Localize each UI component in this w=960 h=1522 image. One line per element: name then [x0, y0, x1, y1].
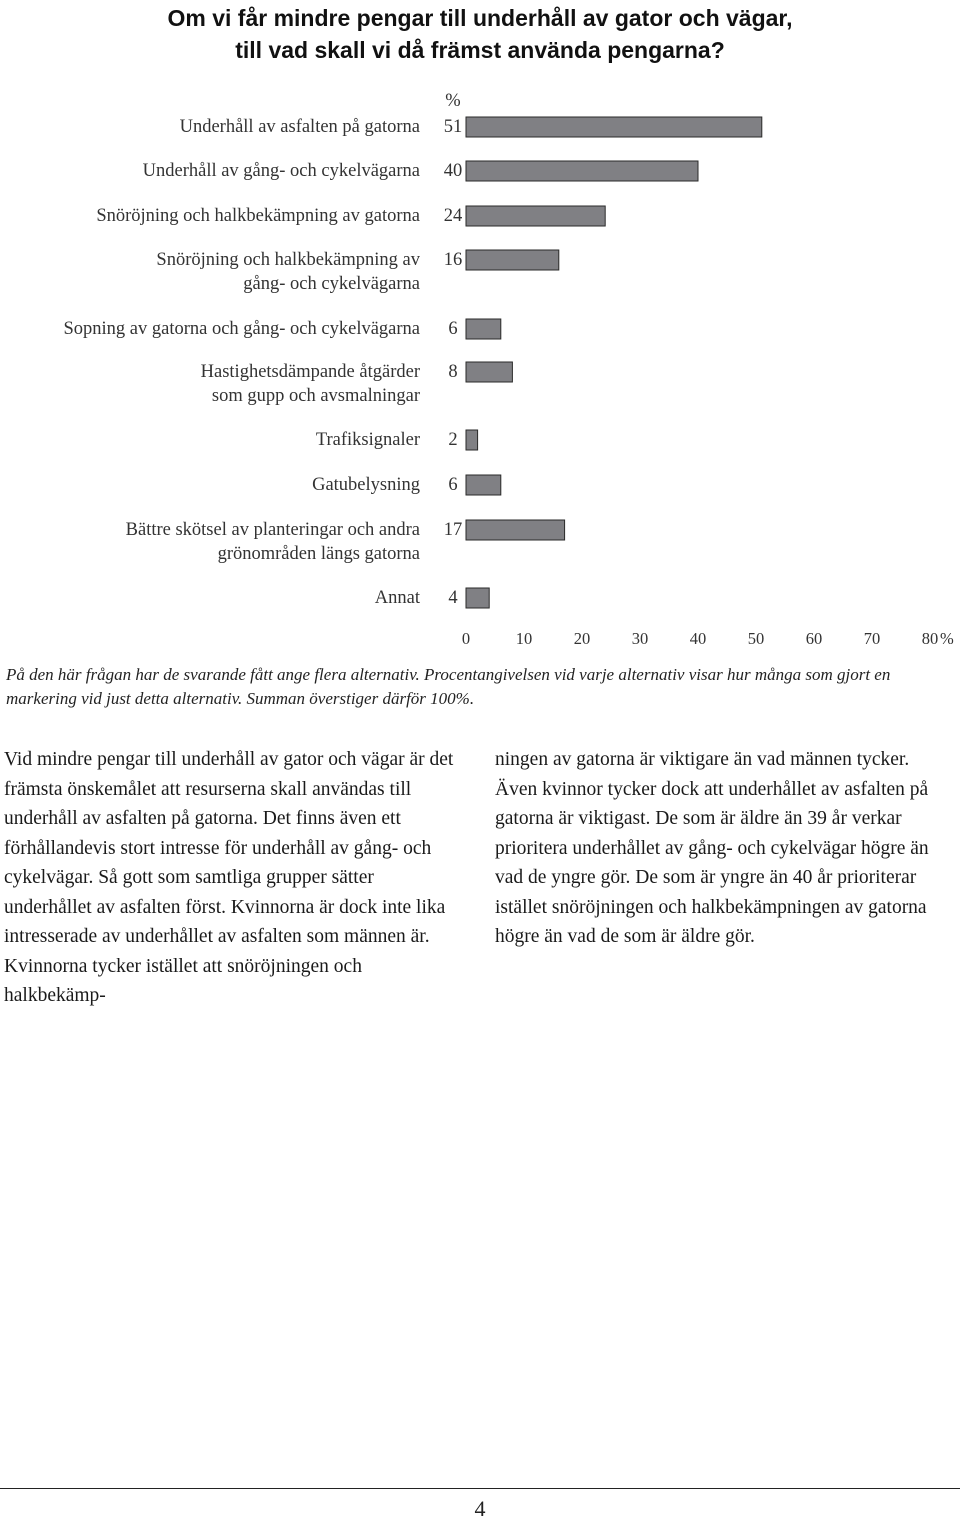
category-label: Underhåll av asfalten på gatorna	[179, 117, 420, 137]
bar	[466, 206, 605, 226]
bar	[466, 362, 512, 382]
x-tick-label: 0	[461, 629, 471, 648]
category-label: som gupp och avsmalningar	[211, 386, 420, 406]
category-label: Annat	[374, 588, 420, 608]
x-unit-label: %	[940, 629, 954, 648]
bar	[466, 475, 501, 495]
value-label: 24	[443, 206, 463, 226]
value-header: %	[445, 91, 461, 111]
value-label: 51	[443, 117, 463, 137]
category-label: Snöröjning och halkbekämpning av gatorna	[96, 206, 420, 226]
value-labels	[444, 91, 463, 608]
value-label: 8	[448, 362, 458, 382]
value-label: 17	[443, 520, 463, 540]
page-number: 4	[474, 1496, 486, 1521]
value-label: 40	[443, 161, 463, 181]
value-label: 16	[443, 250, 463, 270]
bar	[466, 430, 478, 450]
category-label: Trafiksignaler	[315, 430, 420, 450]
bar	[466, 520, 565, 540]
bar	[466, 250, 559, 270]
category-label: grönområden längs gatorna	[217, 544, 420, 564]
x-tick-label: 10	[515, 629, 533, 648]
x-axis-ticks	[462, 629, 954, 648]
category-label: gång- och cykelvägarna	[243, 274, 420, 294]
x-tick-label: 40	[689, 629, 707, 648]
category-label: Underhåll av gång- och cykelvägarna	[142, 161, 420, 181]
title-line-2: till vad skall vi då främst använda pengarna?	[235, 37, 725, 63]
bars	[466, 117, 762, 608]
body-text-column-2: ningen av gatorna är viktigare än vad männen tycker. Även kvinnor tycker dock att underhållet av asfalten på gatorna är viktigast. De som är äldre än 39 år verkar prioritera underhållet av gång- och cykelvägar högre än vad de yngre gör. De som är yngre än 40 år prioriterar istället snöröjningen och halkbekämpningen av gatorna högre än vad de som är äldre gör.	[495, 749, 929, 947]
chart-note: På den här frågan har de svarande fått ange flera alternativ. Procentangivelsen vid varje alternativ visar hur många som gjort en markering vid just detta alternativ. Summan överstiger därför 100%.	[6, 665, 891, 708]
category-labels	[63, 117, 420, 608]
title-line-1: Om vi får mindre pengar till underhåll av gator och vägar,	[167, 5, 793, 31]
bar	[466, 117, 762, 137]
x-tick-label: 80	[921, 629, 939, 648]
value-label: 4	[448, 588, 458, 608]
x-tick-label: 20	[573, 629, 591, 648]
x-tick-label: 70	[863, 629, 881, 648]
category-label: Bättre skötsel av planteringar och andra	[125, 520, 420, 540]
bar	[466, 319, 501, 339]
value-label: 2	[448, 430, 458, 450]
footer-rule	[0, 1488, 960, 1489]
body-text-column-1: Vid mindre pengar till underhåll av gator och vägar är det främsta önskemålet att resurserna skall användas till underhåll av asfalten på gatorna. Det finns även ett förhållandevis stort intresse för underhåll av gång- och cykelvägar. Så gott som samtliga grupper sätter underhållet av asfalten först. Kvinnorna är dock inte lika intresserade av underhållet av asfalten som männen är. Kvinnorna tycker istället att snöröjningen och halkbekämp-	[4, 749, 454, 1006]
value-label: 6	[448, 319, 458, 339]
value-label: 6	[448, 475, 458, 495]
x-tick-label: 60	[805, 629, 823, 648]
x-tick-label: 50	[747, 629, 765, 648]
bar-chart	[0, 0, 960, 660]
bar	[466, 161, 698, 181]
bar	[466, 588, 489, 608]
category-label: Gatubelysning	[312, 475, 420, 495]
category-label: Hastighetsdämpande åtgärder	[200, 362, 420, 382]
x-tick-label: 30	[631, 629, 649, 648]
category-label: Sopning av gatorna och gång- och cykelvägarna	[63, 319, 420, 339]
category-label: Snöröjning och halkbekämpning av	[156, 250, 420, 270]
